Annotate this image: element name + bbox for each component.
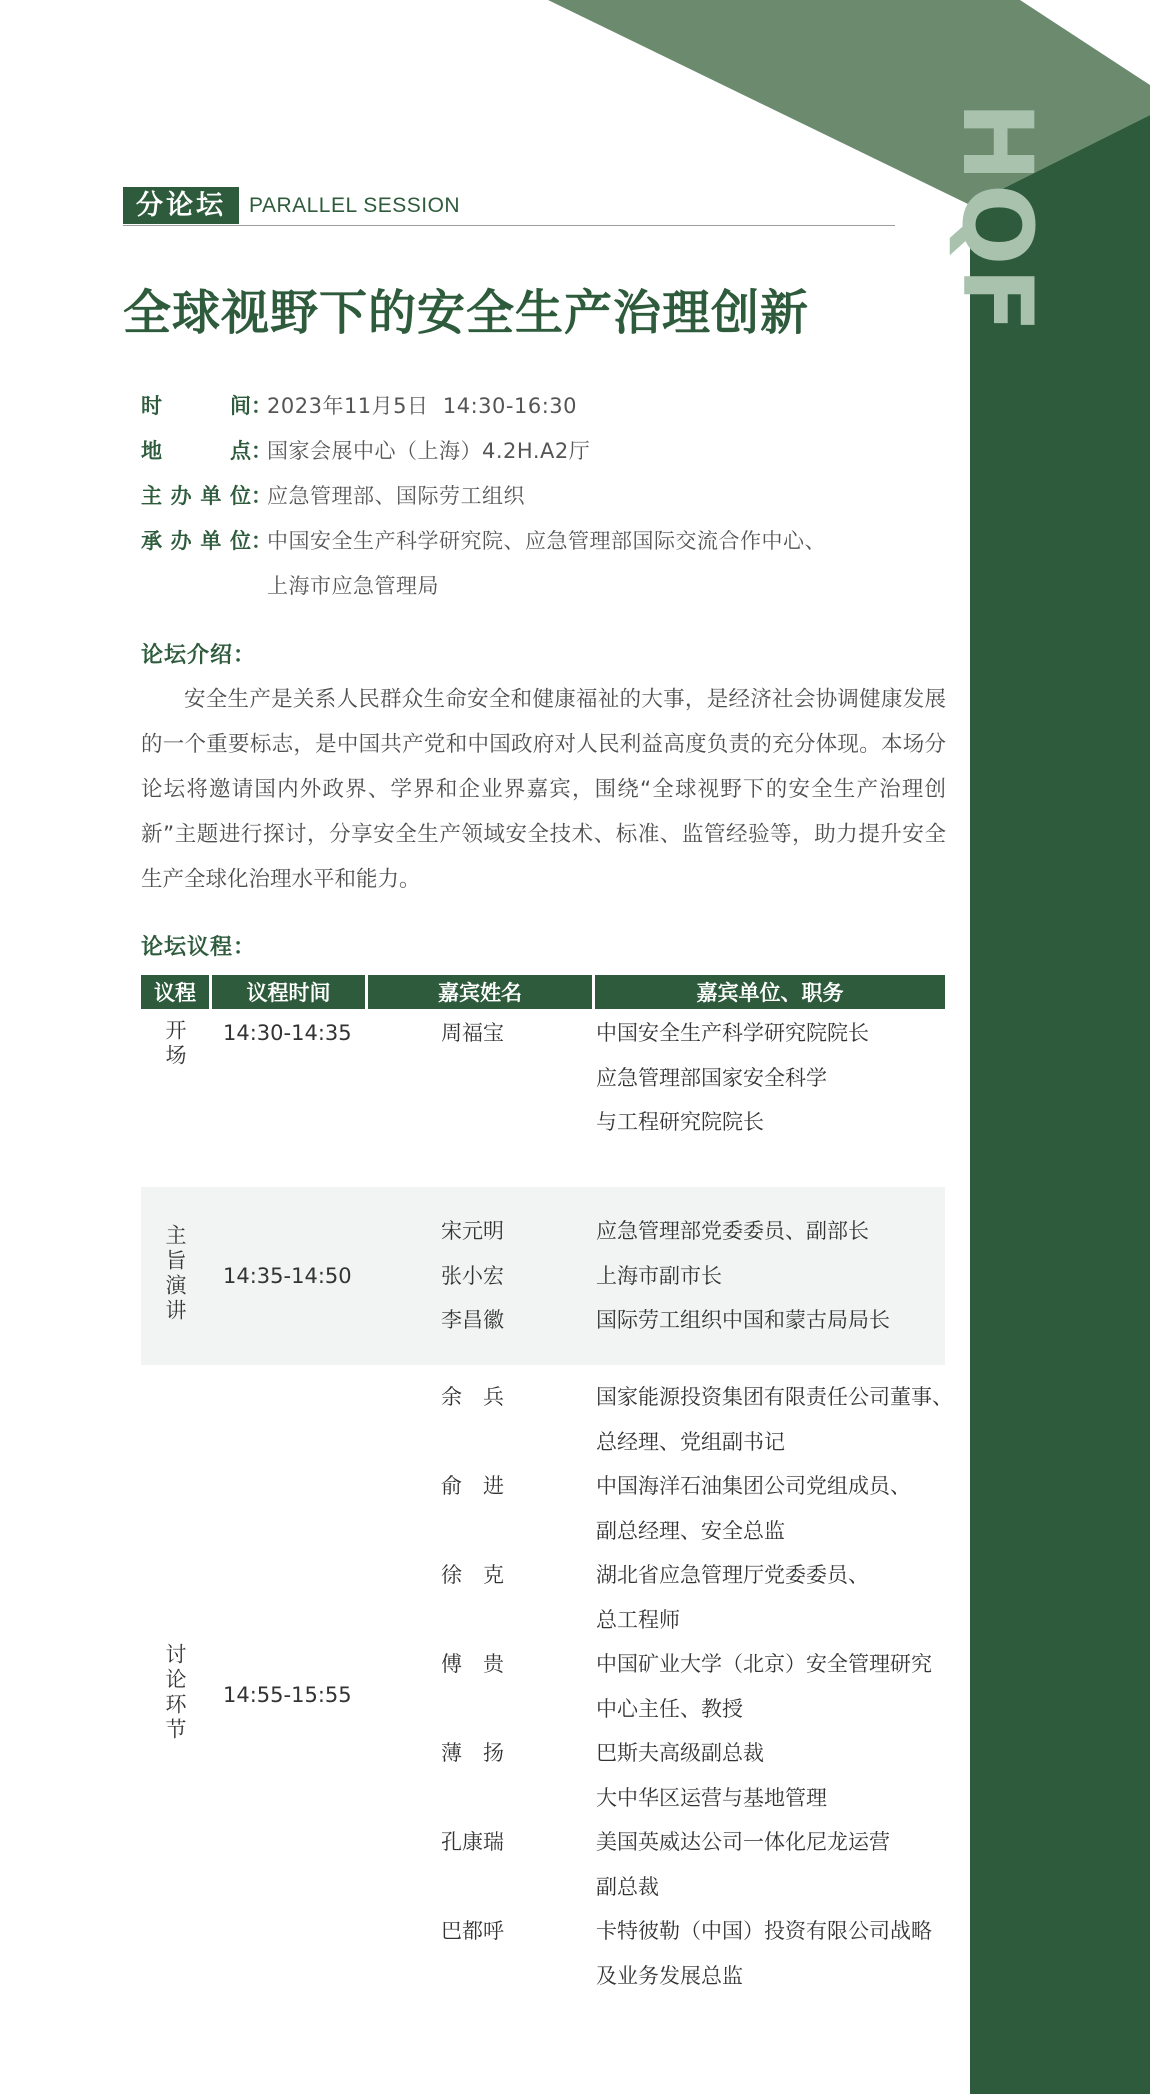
guest-org: 中心主任、教授: [596, 1696, 743, 1721]
session-tag: 分论坛: [123, 187, 239, 224]
guest-orgs: [596, 1375, 953, 1998]
guest-org: 美国英威达公司一体化尼龙运营: [596, 1830, 890, 1854]
agenda-heading: 论坛议程：: [141, 935, 257, 960]
info-label-time: 时间: [141, 394, 251, 418]
guest-org: 及业务发展总监: [596, 1963, 743, 1988]
guest-org: 上海市副市长: [596, 1263, 722, 1288]
guest-name: 俞 进: [441, 1474, 504, 1498]
section-header: [123, 187, 895, 226]
guest-org: 大中华区运营与基地管理: [596, 1785, 827, 1810]
guest-org: 卡特彼勒（中国）投资有限公司战略: [596, 1919, 932, 1943]
guest-org: 副总经理、安全总监: [596, 1518, 785, 1543]
col-header-org: 嘉宾单位、职务: [592, 975, 945, 1009]
info-label-place: 地点: [141, 439, 251, 463]
segment-label: 主旨演讲: [163, 1223, 187, 1324]
guest-org: 副总裁: [596, 1874, 659, 1899]
organizer-line-2: 上海市应急管理局: [267, 574, 439, 598]
guest-orgs: [596, 1209, 945, 1343]
side-band: [970, 115, 1150, 2094]
segment-time: 14:35-14:50: [223, 1263, 352, 1288]
guest-org: 应急管理部党委委员、副部长: [596, 1219, 869, 1244]
organizer-line-1: 中国安全生产科学研究院、应急管理部国际交流合作中心、: [267, 529, 826, 553]
segment-time: 14:30-14:35: [223, 1021, 352, 1045]
segment-label: 讨论环节: [163, 1642, 187, 1743]
guest-org: 应急管理部国家安全科学: [596, 1065, 827, 1090]
guest-names: [441, 1011, 592, 1056]
segment-label: 开场: [163, 1019, 187, 1069]
guest-org: 湖北省应急管理厅党委委员、: [596, 1563, 869, 1587]
guest-org: 总工程师: [596, 1607, 680, 1632]
brand-logo: [941, 101, 1053, 335]
segment-time: 14:55-15:55: [223, 1682, 352, 1707]
guest-org: 国家能源投资集团有限责任公司董事、: [596, 1385, 953, 1409]
session-tag-en: PARALLEL SESSION: [249, 194, 461, 217]
info-row-time: 时间 ： 2023年11月5日 14:30-16:30: [141, 384, 941, 429]
guest-org: 中国海洋石油集团公司党组成员、: [596, 1474, 911, 1498]
info-value-time: 2023年11月5日 14:30-16:30: [267, 394, 577, 418]
agenda-header-row: [141, 975, 945, 1009]
guest-name: 李昌徽: [441, 1308, 504, 1333]
guest-org: 巴斯夫高级副总裁: [596, 1741, 764, 1765]
intro-heading: 论坛介绍：: [141, 643, 257, 668]
guest-name: 宋元明: [441, 1219, 504, 1244]
info-row-host: 主办单位 ： 应急管理部、国际劳工组织: [141, 474, 941, 519]
guest-org: 与工程研究院院长: [596, 1110, 764, 1134]
guest-org: 总经理、党组副书记: [596, 1429, 785, 1454]
col-header-name: 嘉宾姓名: [365, 975, 592, 1009]
logo-text: HQF: [941, 101, 1053, 335]
guest-org: 中国矿业大学（北京）安全管理研究: [596, 1652, 932, 1676]
guest-org: 中国安全生产科学研究院院长: [596, 1021, 869, 1045]
agenda-table: [141, 975, 953, 2025]
info-value-organizer: [267, 519, 887, 609]
info-label-organizer: 承办单位: [141, 529, 251, 553]
info-row-organizer: 承办单位 ： 中国安全生产科学研究院、应急管理部国际交流合作中心、 上海市应急管理局: [141, 519, 941, 609]
guest-name: 傅 贵: [441, 1652, 504, 1676]
info-block: [141, 384, 941, 609]
guest-name: 余 兵: [441, 1385, 504, 1409]
info-value-host: 应急管理部、国际劳工组织: [267, 484, 525, 508]
info-row-place: 地点 ： 国家会展中心（上海）4.2H.A2厅: [141, 429, 941, 474]
guest-name: 薄 扬: [441, 1741, 504, 1765]
guest-names: [441, 1209, 592, 1343]
page-title: 全球视野下的安全生产治理创新: [123, 285, 810, 341]
intro-text: 安全生产是关系人民群众生命安全和健康福祉的大事，是经济社会协调健康发展的一个重要标志，是中国共产党和中国政府对人民利益高度负责的充分体现。本场分论坛将邀请国内外政界、学界和企业界嘉宾，围绕“全球视野下的安全生产治理创新”主题进行探讨，分享安全生产领域安全技术、标准、监管经验等，助力提升安全生产全球化治理水平和能力。: [141, 687, 946, 892]
guest-name: 张小宏: [441, 1263, 504, 1288]
guest-name: 徐 克: [441, 1563, 504, 1587]
guest-org: 国际劳工组织中国和蒙古局局长: [596, 1308, 890, 1333]
info-label-host: 主办单位: [141, 484, 251, 508]
col-header-time: 议程时间: [209, 975, 365, 1009]
agenda-row-discussion: [141, 1365, 945, 2025]
guest-names: [441, 1375, 592, 1954]
guest-name: 周福宝: [441, 1021, 504, 1045]
guest-orgs: [596, 1011, 945, 1145]
info-value-place: 国家会展中心（上海）4.2H.A2厅: [267, 439, 591, 463]
guest-name: 巴都呼: [441, 1919, 504, 1943]
agenda-row-keynote: [141, 1187, 945, 1365]
agenda-row-opening: [141, 1009, 945, 1187]
col-header-segment: 议程: [141, 975, 209, 1009]
guest-name: 孔康瑞: [441, 1830, 504, 1854]
